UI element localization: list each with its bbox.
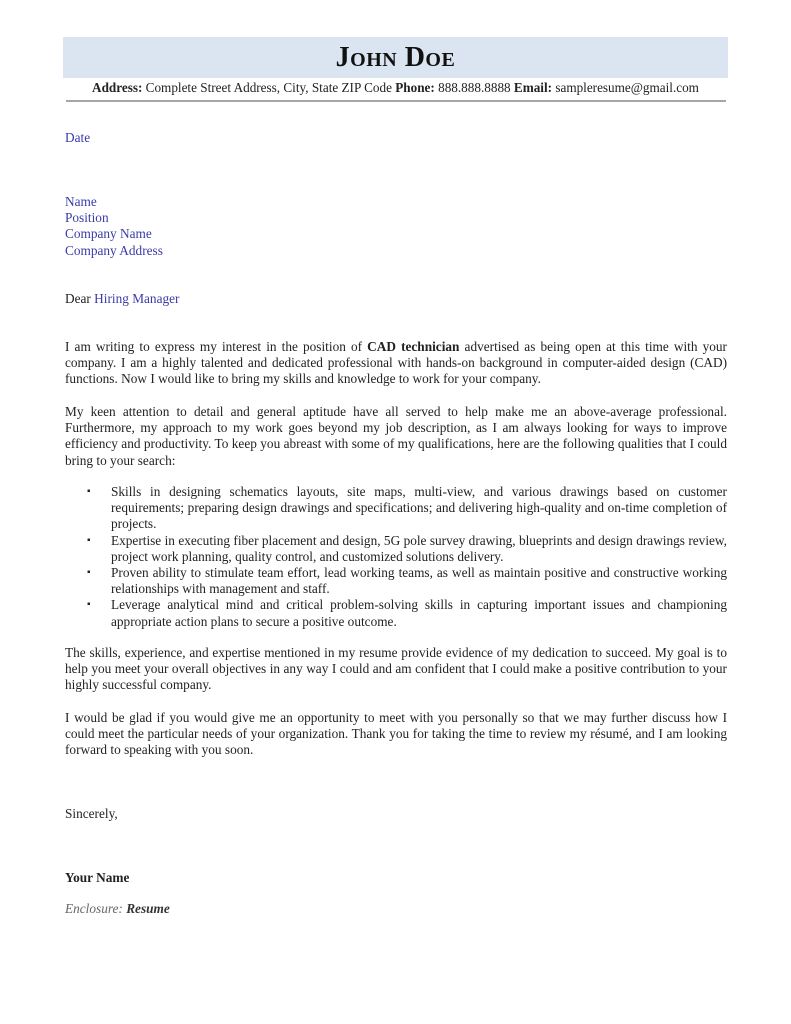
list-item-text: Skills in designing schematics layouts, site maps, multi-view, and various drawings based on customer requirements; preparing design drawings and specifications; and delivering high-quality and on-time completion of projects.	[111, 484, 727, 532]
phone-value: 888.888.8888	[438, 80, 511, 95]
salutation	[65, 291, 727, 307]
paragraph-evidence: The skills, experience, and expertise mentioned in my resume provide evidence of my dedication to succeed. My goal is to help you meet your overall objectives in any way I could and am confident that I could make a positive contribution to your highly successful company.	[65, 645, 727, 693]
address-value: Complete Street Address, City, State ZIP Code	[145, 80, 392, 95]
qualifications-list	[65, 484, 727, 630]
header-divider	[66, 100, 726, 102]
closing-phrase: Sincerely,	[65, 806, 118, 821]
paragraph-closing-request: I would be glad if you would give me an opportunity to meet with you personally so that we may further discuss how I could meet the particular needs of your organization. Thank you for taking the time to review my résumé, and I am looking forward to speaking with you soon.	[65, 710, 727, 758]
list-item	[65, 565, 727, 597]
list-item-text: Leverage analytical mind and critical problem-solving skills in capturing important issues and championing appropriate action plans to secure a positive outcome.	[111, 597, 727, 629]
contact-line	[63, 80, 728, 96]
recipient-company-name: Company Name	[65, 226, 152, 242]
position-title: CAD technician	[367, 339, 460, 354]
enclosure-label: Enclosure:	[65, 901, 123, 916]
letter-date: Date	[65, 130, 91, 145]
address-label: Address:	[92, 80, 143, 95]
list-item	[65, 597, 727, 629]
email-value: sampleresume@gmail.com	[555, 80, 699, 95]
email-label: Email:	[513, 80, 553, 95]
list-item	[65, 484, 727, 533]
bullet-icon: ▪	[87, 567, 91, 579]
phone-label: Phone:	[395, 80, 435, 95]
salutation-prefix: Dear	[65, 291, 91, 306]
applicant-name: John Doe	[335, 42, 456, 73]
list-item-text: Expertise in executing fiber placement and design, 5G pole survey drawing, blueprints and design drawings review, project work planning, quality control, and customized solutions delivery.	[111, 532, 727, 564]
paragraph-intro-end: advertised as being open at this time with your company. I am a highly talented and dedicated professional with hands-on background in computer-aided design (CAD) functions. Now I would like to bring my skills and knowledge to work for your company.	[65, 339, 727, 387]
bullet-icon: ▪	[87, 599, 91, 611]
recipient-block	[65, 194, 727, 259]
bullet-icon: ▪	[87, 534, 91, 546]
list-item-text: Proven ability to stimulate team effort, lead working teams, as well as maintain positive and constructive working relationships with management and staff.	[111, 565, 727, 597]
signature-name: Your Name	[65, 870, 130, 885]
recipient-position: Position	[65, 210, 109, 226]
header-name-band	[63, 37, 728, 78]
salutation-addressee: Hiring Manager	[94, 291, 180, 306]
paragraph-qualities: My keen attention to detail and general aptitude have all served to help make me an above-average professional. Furthermore, my approach to my work goes beyond my job description, as I am always looking for ways to improve efficiency and productivity. To keep you abreast with some of my qualifications, here are the following qualities that I could bring to your search:	[65, 404, 727, 468]
bullet-icon: ▪	[87, 486, 91, 497]
recipient-name: Name	[65, 194, 97, 209]
enclosure-value: Resume	[126, 901, 170, 916]
enclosure-line	[65, 901, 727, 917]
recipient-company-address: Company Address	[65, 242, 163, 258]
paragraph-intro-start: I am writing to express my interest in the position of	[65, 339, 368, 354]
list-item	[65, 533, 727, 565]
paragraph-intro	[65, 339, 727, 388]
